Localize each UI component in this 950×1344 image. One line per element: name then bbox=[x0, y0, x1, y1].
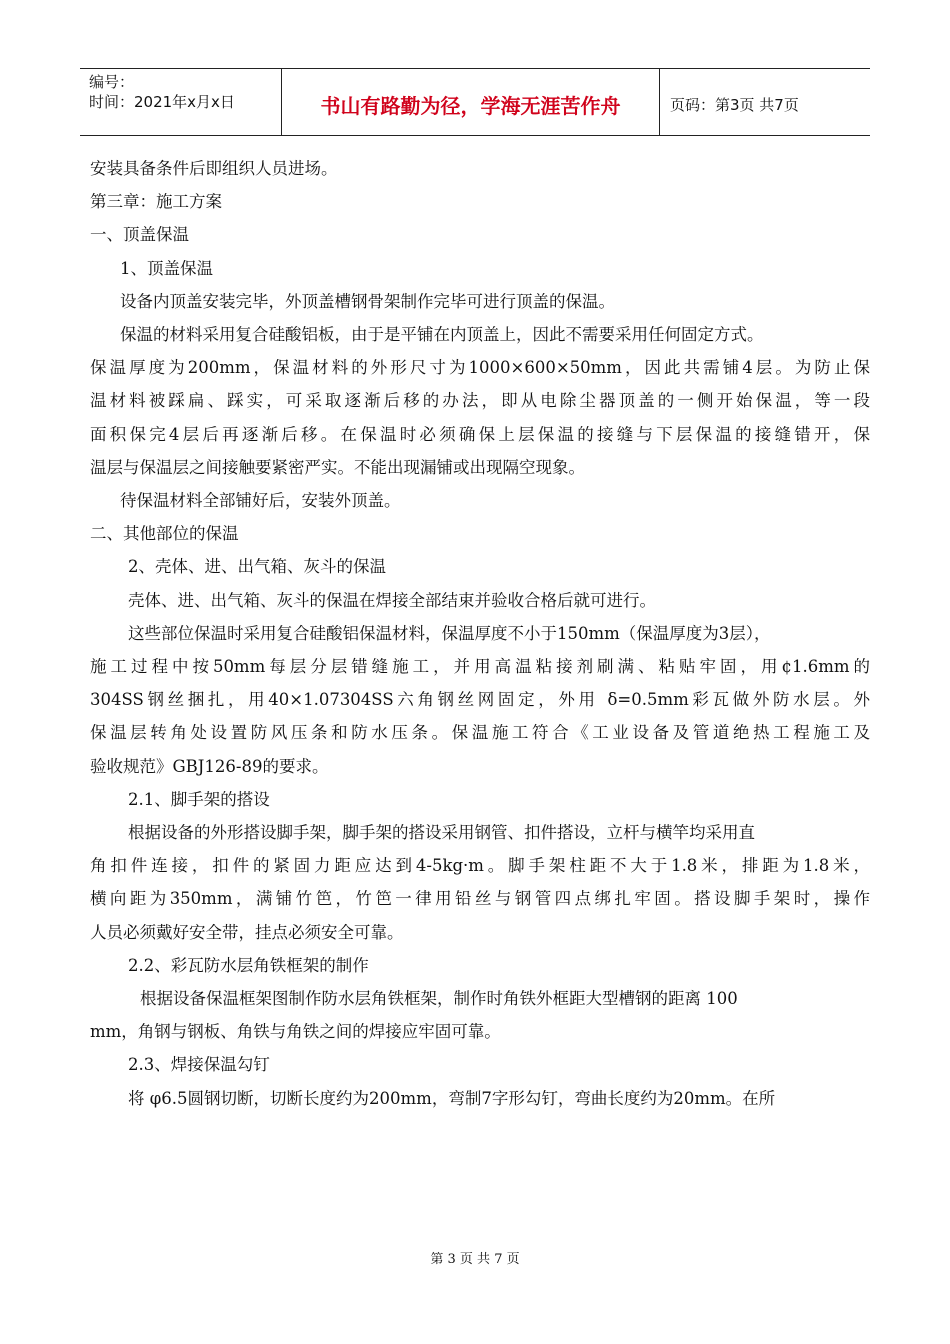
section-heading: 一、顶盖保温 bbox=[90, 225, 189, 245]
document-date: 时间：2021年x月x日 bbox=[89, 93, 235, 111]
paragraph-line: 待保温材料全部铺好后，安装外顶盖。 bbox=[120, 491, 401, 511]
paragraph-line: 304SS钢丝捆扎，用40×1.07304SS六角钢丝网固定，外用 δ=0.5mm彩瓦做外防水层。外 bbox=[90, 690, 870, 710]
subsection-heading: 1、顶盖保温 bbox=[120, 258, 213, 278]
subsection-heading: 2、壳体、进、出气箱、灰斗的保温 bbox=[128, 557, 386, 577]
header-meta bbox=[80, 69, 282, 135]
header-motto: 书山有路勤为径，学海无涯苦作舟 bbox=[282, 69, 660, 135]
paragraph-line: 保温层转角处设置防风压条和防水压条。保温施工符合《工业设备及管道绝热工程施工及 bbox=[90, 723, 870, 743]
subsection-heading: 2.3、焊接保温勾钉 bbox=[128, 1055, 270, 1075]
page-header bbox=[80, 68, 870, 136]
paragraph-line: 根据设备的外形搭设脚手架，脚手架的搭设采用钢管、扣件搭设，立杆与横竿均采用直 bbox=[128, 823, 755, 843]
paragraph-line: 将 φ6.5圆钢切断，切断长度约为200mm，弯制7字形勾钉，弯曲长度约为20mm。在所 bbox=[128, 1088, 776, 1108]
paragraph-line: 保温的材料采用复合硅酸铝板，由于是平铺在内顶盖上，因此不需要采用任何固定方式。 bbox=[120, 325, 764, 345]
paragraph-line: mm，角钢与钢板、角铁与角铁之间的焊接应牢固可靠。 bbox=[90, 1022, 501, 1042]
header-page-info: 页码：第3页 共7页 bbox=[670, 95, 799, 114]
paragraph-line: 设备内顶盖安装完毕，外顶盖槽钢骨架制作完毕可进行顶盖的保温。 bbox=[120, 291, 615, 311]
paragraph-line: 保温厚度为200mm，保温材料的外形尺寸为1000×600×50mm，因此共需铺4层。为防止保 bbox=[90, 358, 870, 378]
paragraph-line: 验收规范》GBJ126-89的要求。 bbox=[90, 756, 329, 776]
subsection-heading: 2.2、彩瓦防水层角铁框架的制作 bbox=[128, 955, 369, 975]
paragraph-line: 横向距为350mm，满铺竹笆，竹笆一律用铅丝与钢管四点绑扎牢固。搭设脚手架时，操作 bbox=[90, 889, 870, 909]
paragraph-line: 这些部位保温时采用复合硅酸铝保温材料，保温厚度不小于150mm（保温厚度为3层）， bbox=[128, 623, 771, 643]
paragraph-line: 根据设备保温框架图制作防水层角铁框架，制作时角铁外框距大型槽钢的距离 100 bbox=[140, 989, 738, 1009]
paragraph-line: 人员必须戴好安全带，挂点必须安全可靠。 bbox=[90, 922, 404, 942]
paragraph-line: 面积保完4层后再逐渐后移。在保温时必须确保上层保温的接缝与下层保温的接缝错开，保 bbox=[90, 424, 870, 444]
paragraph-line: 安装具备条件后即组织人员进场。 bbox=[90, 159, 338, 178]
subsection-heading: 2.1、脚手架的搭设 bbox=[128, 789, 270, 809]
paragraph-line: 施工过程中按50mm每层分层错缝施工，并用高温粘接剂刷满、粘贴牢固，用¢1.6mm的 bbox=[90, 657, 870, 677]
page-footer: 第 3 页 共 7 页 bbox=[430, 1252, 520, 1267]
paragraph-line: 温层与保温层之间接触要紧密严实。不能出现漏铺或出现隔空现象。 bbox=[90, 457, 585, 477]
document-body bbox=[90, 152, 870, 1115]
paragraph-line: 温材料被踩扁、踩实，可采取逐渐后移的办法，即从电除尘器顶盖的一侧开始保温，等一段 bbox=[90, 391, 870, 411]
chapter-heading: 第三章：施工方案 bbox=[90, 192, 222, 212]
paragraph-line: 角扣件连接，扣件的紧固力距应达到4-5kg·m。脚手架柱距不大于1.8米，排距为1.8米， bbox=[90, 856, 870, 876]
document-number: 编号： bbox=[89, 73, 135, 91]
section-heading: 二、其他部位的保温 bbox=[90, 524, 239, 544]
paragraph-line: 壳体、进、出气箱、灰斗的保温在焊接全部结束并验收合格后就可进行。 bbox=[128, 590, 656, 610]
